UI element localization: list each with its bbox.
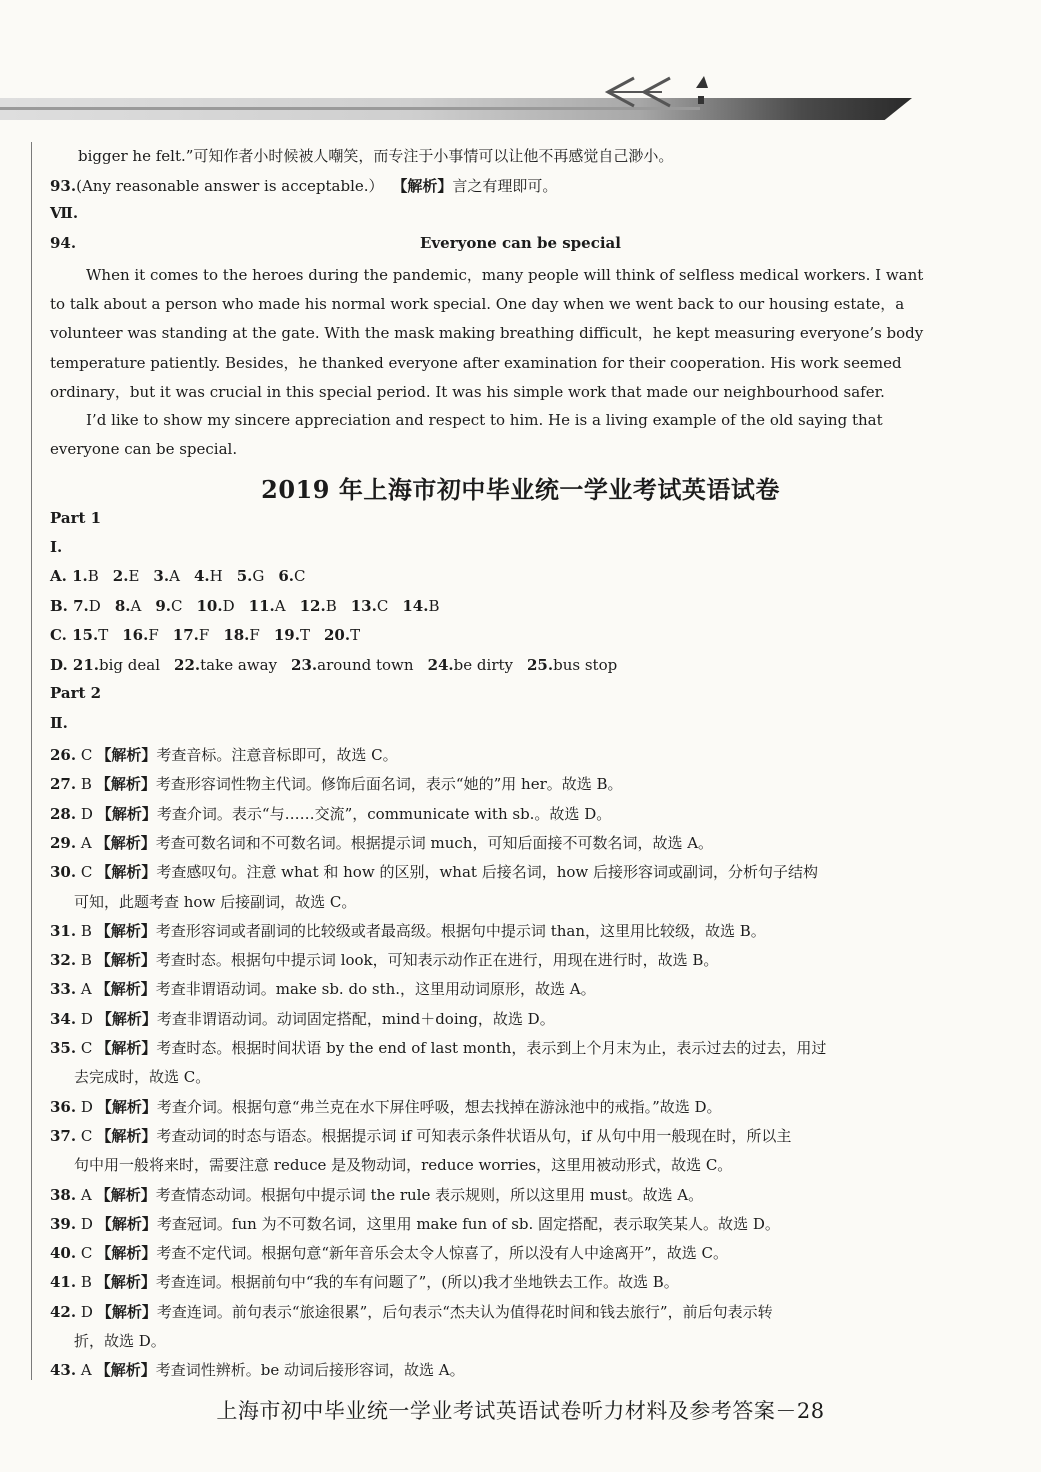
row-label: D. (50, 656, 73, 674)
answer-row-d (50, 656, 631, 674)
exam-title: 2019 年上海市初中毕业统一学业考试英语试卷 (261, 475, 780, 504)
answer-row-a (50, 567, 320, 585)
item-number: 19. (273, 626, 300, 644)
analysis-item (50, 1184, 703, 1205)
question-number: 33. (50, 980, 77, 999)
item-number: 22. (174, 656, 201, 674)
header-stripe (0, 107, 700, 110)
question-number-94: 94. (50, 234, 77, 252)
item-answer: D (88, 597, 101, 615)
analysis-tag: 【解析】 (96, 1214, 157, 1233)
question-number: 41. (50, 1273, 77, 1292)
analysis-item (50, 1125, 791, 1146)
analysis-continuation: 折，故选 D。 (74, 1332, 166, 1350)
essay-line: When it comes to the heroes during the pandemic，many people will think of selfless medical workers. I want (86, 266, 924, 284)
question-answer: A (76, 1185, 92, 1204)
row-label: C. (50, 626, 73, 644)
item-answer: B (87, 567, 99, 585)
analysis-text: 考查形容词性物主代词。修饰后面名词，表示“她的”用 her。故选 B。 (155, 775, 623, 794)
analysis-text: 考查动词的时态与语态。根据提示词 if 可知表示条件状语从句，if 从句中用一般现在时，所以主 (156, 1126, 792, 1145)
item-answer: take away (200, 656, 278, 674)
row-label: B. (50, 597, 74, 615)
question-number: 35. (50, 1039, 77, 1057)
essay-line: temperature patiently. Besides，he thanked everyone after examination for their cooperation. His work seemed (50, 354, 902, 372)
question-number: 40. (50, 1244, 77, 1263)
question-number: 26. (50, 746, 77, 764)
analysis-text: 考查情态动词。根据句中提示词 the rule 表示规则，所以这里用 must。故选 A。 (155, 1185, 704, 1204)
continuation-line: bigger he felt.”可知作者小时候被人嘲笑，而专注于小事情可以让他不再感觉自己渺小。 (78, 147, 674, 165)
answer-row-b (50, 597, 453, 615)
question-answer: A (76, 833, 92, 852)
question-answer: A (76, 980, 92, 999)
analysis-tag: 【解析】 (96, 1302, 157, 1321)
analysis-item (50, 1242, 728, 1263)
item-number: 5. (236, 567, 253, 585)
section-1-heading: Ⅰ. (50, 538, 63, 556)
question-number: 28. (50, 804, 77, 823)
item-answer: G (252, 567, 265, 585)
item-answer: D (222, 597, 235, 615)
analysis-tag: 【解析】 (95, 921, 156, 940)
essay-line: I’d like to show my sincere appreciation and respect to him. He is a living example of the old saying that (86, 411, 883, 429)
analysis-tag: 【解析】 (96, 1244, 157, 1263)
question-number: 93. (50, 177, 77, 195)
item-number: 15. (72, 626, 99, 644)
item-answer: F (198, 626, 210, 644)
analysis-item (50, 1096, 722, 1117)
analysis-text: 考查音标。注意音标即可，故选 C。 (156, 746, 398, 764)
question-answer: D (76, 1009, 93, 1028)
item-number: 17. (172, 626, 199, 644)
item-answer: A (130, 597, 142, 615)
back-arrows-icon (600, 70, 740, 114)
item-answer: around town (317, 656, 414, 674)
analysis-tag: 【解析】 (95, 1185, 156, 1204)
analysis-tag: 【解析】 (96, 1039, 157, 1057)
essay-line: everyone can be special. (50, 440, 238, 458)
item-answer: be dirty (453, 656, 513, 674)
analysis-item (50, 978, 596, 999)
answer-93 (50, 175, 557, 196)
analysis-text: 考查连词。前句表示“旅途很累”，后句表示“杰夫认为值得花时间和钱去旅行”，前后句表示转 (156, 1302, 773, 1321)
row-label: A. (50, 567, 73, 585)
essay-line: volunteer was standing at the gate. With the mask making breathing difficult，he kept measuring everyone’s body (50, 324, 924, 342)
analysis-item (50, 1213, 780, 1234)
analysis-item (50, 861, 818, 882)
item-number: 11. (248, 597, 275, 615)
analysis-item (50, 803, 611, 824)
analysis-tag: 【解析】 (96, 863, 157, 882)
item-answer: T (299, 626, 310, 644)
question-number: 29. (50, 833, 77, 852)
item-number: 10. (196, 597, 223, 615)
item-number: 12. (299, 597, 326, 615)
analysis-item (50, 1271, 679, 1292)
analysis-item (50, 1037, 826, 1058)
question-number: 31. (50, 921, 77, 940)
item-number: 18. (223, 626, 250, 644)
item-answer: bus stop (553, 656, 618, 674)
item-number: 3. (153, 567, 170, 585)
analysis-tag: 【解析】 (96, 746, 157, 764)
analysis-tag: 【解析】 (95, 833, 156, 852)
question-answer: D (76, 1214, 93, 1233)
question-number: 39. (50, 1214, 77, 1233)
part-1-heading: Part 1 (50, 509, 102, 527)
item-number: 21. (72, 656, 100, 674)
analysis-item (50, 773, 623, 794)
item-number: 1. (72, 567, 88, 585)
question-number: 36. (50, 1097, 77, 1116)
analysis-item (50, 920, 766, 941)
item-answer: C (376, 597, 389, 615)
question-number: 27. (50, 775, 77, 794)
question-number: 32. (50, 951, 77, 970)
answer-text: (Any reasonable answer is acceptable.） (76, 177, 384, 195)
analysis-text: 考查冠词。fun 为不可数名词，这里用 make fun of sb. 固定搭配，表示取笑某人。故选 D。 (156, 1214, 780, 1233)
analysis-tag: 【解析】 (95, 980, 156, 999)
question-number: 30. (50, 863, 77, 882)
item-number: 9. (155, 597, 172, 615)
question-answer: A (76, 1361, 92, 1380)
question-number: 38. (50, 1185, 77, 1204)
analysis-tag: 【解析】 (96, 1126, 157, 1145)
item-answer: big deal (99, 656, 161, 674)
analysis-item (50, 832, 713, 853)
item-answer: H (209, 567, 223, 585)
item-answer: F (249, 626, 260, 644)
item-answer: B (325, 597, 337, 615)
essay-line: to talk about a person who made his normal work special. One day when we went back to our housing estate，a (50, 295, 905, 313)
question-number: 43. (50, 1361, 77, 1380)
item-number: 14. (402, 597, 429, 615)
item-answer: E (128, 567, 140, 585)
item-number: 25. (527, 656, 554, 674)
analysis-tag: 【解析】 (95, 1361, 156, 1380)
page-footer: 上海市初中毕业统一学业考试英语试卷听力材料及参考答案－28 (216, 1399, 825, 1423)
analysis-text: 考查连词。根据前句中“我的车有问题了”，(所以)我才坐地铁去工作。故选 B。 (155, 1273, 679, 1292)
question-answer: D (76, 1302, 93, 1321)
question-answer: B (76, 775, 92, 794)
item-answer: F (148, 626, 159, 644)
analysis-item (50, 744, 398, 765)
question-answer: D (76, 1097, 93, 1116)
item-answer: B (428, 597, 440, 615)
section-7-heading: Ⅶ. (50, 204, 79, 222)
analysis-text: 考查时态。根据句中提示词 look，可知表示动作正在进行，用现在进行时，故选 B。 (155, 951, 719, 970)
analysis-item (50, 1008, 555, 1029)
analysis-text: 考查感叹句。注意 what 和 how 的区别，what 后接名词，how 后接形容词或副词，分析句子结构 (156, 863, 818, 882)
question-answer: C (76, 863, 93, 882)
item-number: 13. (350, 597, 377, 615)
analysis-tag: 【解析】 (95, 1273, 156, 1292)
section-2-heading: Ⅱ. (50, 714, 68, 732)
question-number: 42. (50, 1302, 77, 1321)
question-answer: C (76, 1039, 93, 1057)
question-answer: B (76, 951, 92, 970)
analysis-continuation: 句中用一般将来时，需要注意 reduce 是及物动词，reduce worries，这里用被动形式，故选 C。 (74, 1156, 733, 1175)
item-answer: A (274, 597, 286, 615)
left-margin-rule (31, 142, 32, 1380)
question-answer: B (76, 921, 92, 940)
item-number: 2. (112, 567, 129, 585)
analysis-continuation: 去完成时，故选 C。 (74, 1068, 211, 1087)
analysis-text: 考查时态。根据时间状语 by the end of last month，表示到上个月末为止，表示过去的过去，用过 (156, 1039, 827, 1057)
question-answer: C (76, 746, 93, 764)
item-number: 4. (193, 567, 210, 585)
analysis-tag: 【解析】 (95, 775, 156, 794)
item-answer: T (98, 626, 109, 644)
item-number: 23. (291, 656, 318, 674)
analysis-item (50, 1301, 773, 1322)
analysis-text: 考查词性辨析。be 动词后接形容词，故选 A。 (155, 1361, 465, 1380)
item-answer: T (350, 626, 361, 644)
question-answer: D (76, 804, 93, 823)
analysis-text: 言之有理即可。 (452, 177, 558, 195)
item-number: 6. (278, 567, 295, 585)
item-number: 7. (73, 597, 89, 615)
item-number: 20. (323, 626, 351, 644)
analysis-tag: 【解析】 (96, 1009, 157, 1028)
item-answer: A (169, 567, 180, 585)
analysis-item (50, 949, 718, 970)
item-number: 16. (122, 626, 149, 644)
essay-line: ordinary，but it was crucial in this special period. It was his simple work that made our neighbourhood safer. (50, 383, 885, 401)
analysis-item (50, 1359, 465, 1380)
analysis-tag: 【解析】 (392, 177, 453, 195)
item-answer: C (171, 597, 183, 615)
analysis-tag: 【解析】 (96, 804, 157, 823)
analysis-continuation: 可知，此题考查 how 后接副词，故选 C。 (74, 892, 357, 911)
item-answer: C (294, 567, 306, 585)
question-number: 34. (50, 1009, 77, 1028)
analysis-text: 考查介词。表示“与……交流”，communicate with sb.。故选 D。 (156, 804, 612, 823)
answer-row-c (50, 626, 374, 644)
question-answer: C (76, 1244, 93, 1263)
analysis-text: 考查非谓语动词。make sb. do sth.，这里用动词原形，故选 A。 (155, 980, 596, 999)
analysis-text: 考查可数名词和不可数名词。根据提示词 much，可知后面接不可数名词，故选 A。 (155, 833, 714, 852)
part-2-heading: Part 2 (50, 684, 102, 702)
question-answer: C (76, 1126, 93, 1145)
essay-title: Everyone can be special (420, 234, 621, 252)
analysis-text: 考查非谓语动词。动词固定搭配，mind＋doing，故选 D。 (156, 1009, 555, 1028)
item-number: 8. (114, 597, 131, 615)
analysis-tag: 【解析】 (95, 951, 156, 970)
item-number: 24. (427, 656, 454, 674)
question-number: 37. (50, 1126, 77, 1145)
question-answer: B (76, 1273, 92, 1292)
analysis-tag: 【解析】 (96, 1097, 157, 1116)
analysis-text: 考查形容词或者副词的比较级或者最高级。根据句中提示词 than，这里用比较级，故选 B。 (155, 921, 766, 940)
analysis-text: 考查介词。根据句意“弗兰克在水下屏住呼吸，想去找掉在游泳池中的戒指。”故选 D。 (156, 1097, 722, 1116)
analysis-text: 考查不定代词。根据句意“新年音乐会太令人惊喜了，所以没有人中途离开”，故选 C。 (156, 1244, 728, 1263)
